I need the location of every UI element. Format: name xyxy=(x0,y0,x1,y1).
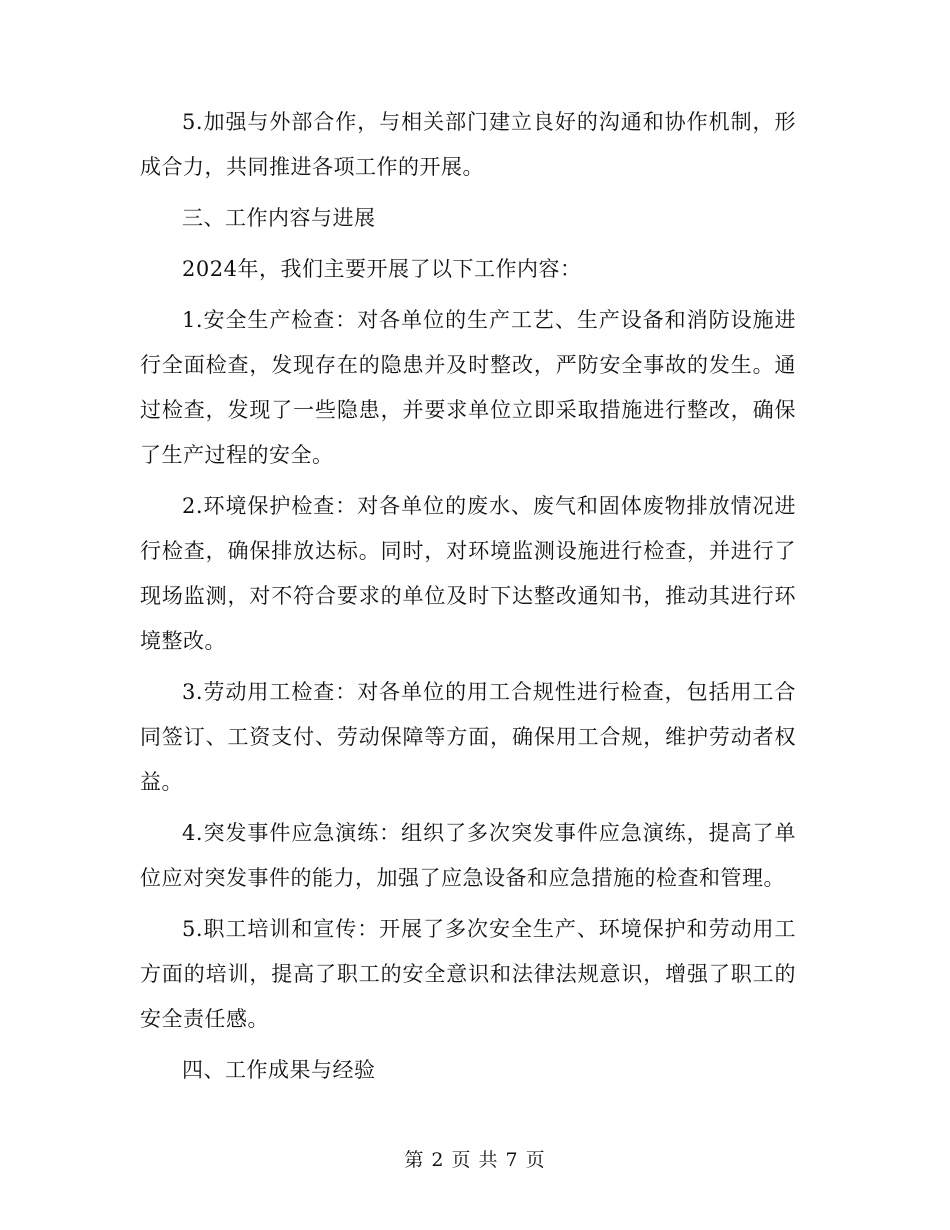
paragraph-staff-training: 5.职工培训和宣传：开展了多次安全生产、环境保护和劳动用工方面的培训，提高了职工的安全意识和法律法规意识，增强了职工的安全责任感。 xyxy=(140,917,796,1031)
paragraph-intro-2024: 2024年，我们主要开展了以下工作内容： xyxy=(182,257,582,281)
section-heading-work-content: 三、工作内容与进展 xyxy=(182,206,376,230)
page-number: 第 2 页 共 7 页 xyxy=(404,1149,546,1171)
paragraph-safety-inspection: 1.安全生产检查：对各单位的生产工艺、生产设备和消防设施进行全面检查，发现存在的隐患并及时整改，严防安全事故的发生。通过检查，发现了一些隐患，并要求单位立即采取措施进行整改，确保了生产过程的安全。 xyxy=(140,308,796,467)
document-body xyxy=(140,100,796,1099)
section-heading-results: 四、工作成果与经验 xyxy=(182,1058,376,1082)
paragraph-emergency-drill: 4.突发事件应急演练：组织了多次突发事件应急演练，提高了单位应对突发事件的能力，加强了应急设备和应急措施的检查和管理。 xyxy=(140,821,796,890)
paragraph-labor-inspection: 3.劳动用工检查：对各单位的用工合规性进行检查，包括用工合同签订、工资支付、劳动保障等方面，确保用工合规，维护劳动者权益。 xyxy=(140,680,796,794)
paragraph-environment-inspection: 2.环境保护检查：对各单位的废水、废气和固体废物排放情况进行检查，确保排放达标。同时，对环境监测设施进行检查，并进行了现场监测，对不符合要求的单位及时下达整改通知书，推动其进行环境整改。 xyxy=(140,494,796,653)
paragraph-cooperation: 5.加强与外部合作，与相关部门建立良好的沟通和协作机制，形成合力，共同推进各项工作的开展。 xyxy=(140,110,796,179)
